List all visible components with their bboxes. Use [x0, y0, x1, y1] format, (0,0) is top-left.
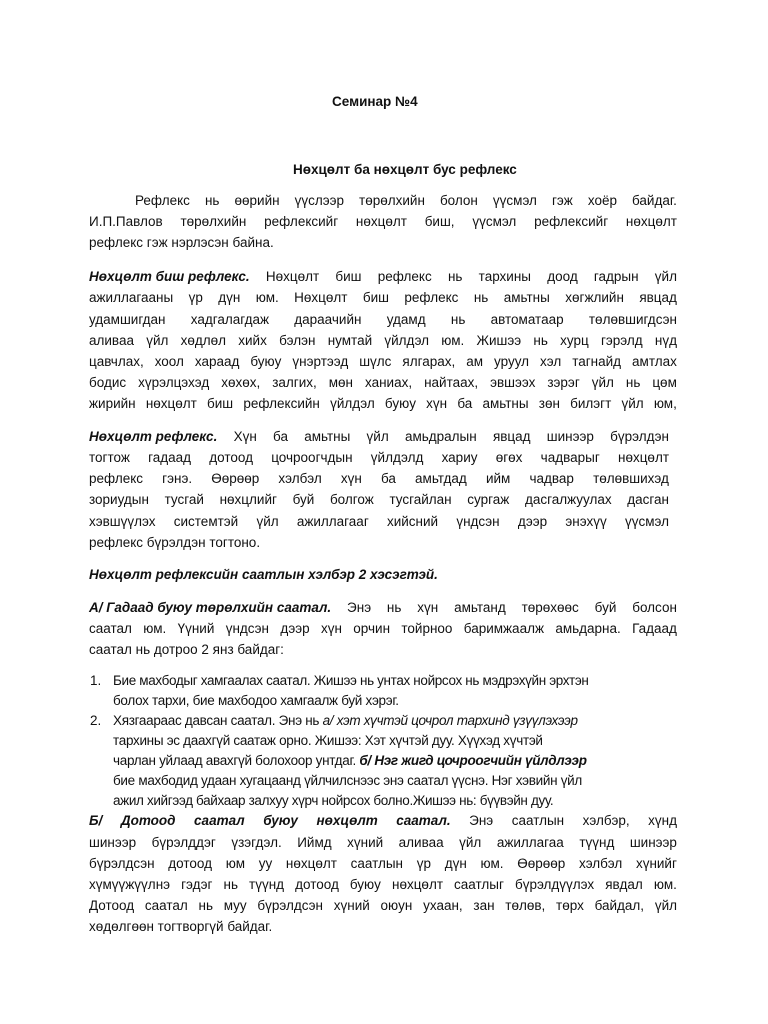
- word: нөхцөлт: [285, 856, 337, 871]
- word: буюу: [250, 354, 282, 369]
- word: үүсмэл: [492, 193, 537, 208]
- word: үйл: [146, 333, 169, 348]
- unconditional-line-7: [89, 397, 677, 411]
- list-item-2-line-5: ажил хийгээд байхаар залхуу хүрч нойрсох болно.Жишээ нь: бүүвэйн дуу.: [113, 793, 554, 808]
- word: ба: [273, 429, 288, 444]
- word: саатал: [144, 898, 188, 913]
- word: хүнд: [648, 813, 677, 828]
- conditional-line-3: [89, 472, 669, 486]
- word: рефлексийн: [243, 396, 320, 411]
- word: буюу: [384, 396, 416, 411]
- page-title: Семинар №4: [332, 94, 418, 109]
- unconditional-line-2: [89, 291, 677, 305]
- word: саатал.: [396, 813, 451, 828]
- word: үйл: [366, 429, 389, 444]
- word: хүн: [417, 600, 439, 615]
- word: удамшигдан: [89, 312, 166, 327]
- word: үйл: [654, 898, 677, 913]
- word: нь: [447, 269, 463, 284]
- word: бэлэн: [279, 333, 316, 348]
- external-line-3: саатал нь дотроо 2 янз байдаг:: [89, 642, 284, 657]
- word: энэхүү: [565, 514, 607, 529]
- word: автоматаар: [490, 312, 564, 327]
- word: найтаах,: [424, 375, 479, 390]
- word: тогтож: [89, 450, 130, 465]
- list-item-2-line-2: тархины эс даахгүй саатаж орно. Жишээ: Хэт хүчтэй дуу. Хүүхэд хүчтэй: [113, 733, 543, 748]
- word: нь: [473, 290, 489, 305]
- word: хоёр: [587, 193, 617, 208]
- word: юм.: [143, 621, 167, 636]
- intro-line-1: [135, 194, 677, 208]
- word: билэгт: [570, 396, 612, 411]
- internal-line-3: [89, 857, 677, 871]
- word: Энэ: [469, 813, 494, 828]
- word: оюун: [380, 898, 413, 913]
- word: Үүний: [177, 621, 215, 636]
- word: тусгайлан: [389, 492, 452, 507]
- word: рефлекс: [377, 269, 432, 284]
- list-item-2-emphasis-b: б/ Нэг жигд цочроогчийн үйлдлээр: [359, 753, 587, 768]
- word: болсон: [632, 600, 677, 615]
- word: нөхцлийг: [219, 492, 277, 507]
- word: уу: [258, 856, 273, 871]
- internal-line-6: хөдөлгөөн тогтворгүй байдаг.: [89, 919, 273, 934]
- word: рефлексийг: [264, 214, 339, 229]
- word: хөгжлийн: [565, 290, 624, 305]
- word: үйлдэлд: [370, 450, 424, 465]
- word: амьтанд: [454, 600, 506, 615]
- word: сургаж: [467, 492, 510, 507]
- unconditional-line-1: [89, 270, 677, 284]
- word: түүнд: [249, 877, 285, 892]
- word: аливаа: [89, 333, 134, 348]
- external-heading: А/ Гадаад буюу төрөлхийн саатал.: [89, 600, 332, 615]
- word: нь: [450, 312, 466, 327]
- word: нөхцөлт: [625, 214, 677, 229]
- word: юм.: [255, 290, 279, 305]
- word: Б/: [89, 813, 103, 828]
- word: юм.: [653, 877, 677, 892]
- word: явцад: [492, 429, 531, 444]
- list-item-1-line-2: болох тархи, бие махбодоо хамгаалж буй хэрэг.: [113, 693, 399, 708]
- word: жирийн: [89, 396, 136, 411]
- conditional-line-1: [89, 430, 669, 444]
- word: гадрын: [593, 269, 639, 284]
- word: хэлбэл: [278, 471, 322, 486]
- word: төрх: [556, 898, 584, 913]
- inhibition-heading: Нөхцөлт рефлексийн саатлын хэлбэр 2 хэсэгтэй.: [89, 567, 438, 582]
- internal-line-5: [89, 899, 677, 913]
- word: нөхцөлт: [617, 450, 669, 465]
- list-item-2-text: Хязгаараас давсан саатал. Энэ нь: [113, 713, 323, 728]
- word: Жишээ: [476, 333, 522, 348]
- word: буй: [594, 600, 617, 615]
- word: хийх: [238, 333, 267, 348]
- word: нь: [223, 877, 238, 892]
- list-item-2-emphasis-a: а/ хэт хүчтэй цочрол тархинд үзүүлэхээр: [322, 713, 578, 728]
- word: бүрэлддэг: [151, 835, 216, 850]
- word: хүнийг: [635, 856, 677, 871]
- word: нь: [204, 193, 220, 208]
- word: И.П.Павлов: [89, 214, 163, 229]
- word: шүлс: [359, 354, 392, 369]
- word: хийсний: [386, 514, 439, 529]
- word: хүн: [426, 396, 448, 411]
- unconditional-line-6: [89, 376, 677, 390]
- word: Хүн: [233, 429, 257, 444]
- word: дасган: [627, 492, 669, 507]
- word: амьдралын: [404, 429, 477, 444]
- word: хөхөх,: [221, 375, 261, 390]
- conditional-line-4: [89, 493, 669, 507]
- word: шинээр: [629, 835, 677, 850]
- word: өөрийн: [234, 193, 280, 208]
- word: чадварыг: [540, 450, 600, 465]
- word: амтлах: [632, 354, 677, 369]
- word: бүрэлдсэн: [89, 856, 155, 871]
- word: нумтай: [327, 333, 373, 348]
- word: амьтны: [482, 396, 529, 411]
- word: цавчлах,: [89, 354, 144, 369]
- unconditional-heading: Нөхцөлт биш рефлекс.: [89, 269, 250, 284]
- word: залгих,: [272, 375, 317, 390]
- word: ханиах,: [364, 375, 413, 390]
- word: төрөлхийн: [180, 214, 247, 229]
- word: ухаан,: [423, 898, 463, 913]
- word: системтэй: [173, 514, 239, 529]
- word: зөн: [538, 396, 560, 411]
- unconditional-line-3: [89, 313, 677, 327]
- word: гадаад: [148, 450, 192, 465]
- word: төлөвшигдсэн: [588, 312, 677, 327]
- external-line-1: [89, 601, 677, 615]
- word: Иймд: [297, 835, 332, 850]
- word: зэрэг: [547, 375, 580, 390]
- list-item-2-text-b: чарлан уйлаад авахгүй болохоор унтдаг.: [113, 753, 360, 768]
- word: байдал,: [594, 898, 645, 913]
- word: удамд: [386, 312, 426, 327]
- word: ажиллагаа: [496, 835, 564, 850]
- word: дотоод: [168, 856, 213, 871]
- word: төлөв,: [505, 898, 546, 913]
- word: дараачийн: [294, 312, 362, 327]
- conditional-line-5: [89, 515, 669, 529]
- word: зан: [473, 898, 495, 913]
- word: юм,: [653, 396, 677, 411]
- word: нөхцөлт: [391, 877, 443, 892]
- intro-line-2: [89, 215, 677, 229]
- word: орчин: [353, 621, 391, 636]
- word: нь: [625, 375, 641, 390]
- word: болгож: [329, 492, 374, 507]
- word: өгөх: [495, 450, 523, 465]
- word: дотоод: [295, 877, 339, 892]
- internal-line-4: [89, 878, 677, 892]
- word: нүд: [654, 333, 677, 348]
- word: аливаа: [398, 835, 444, 850]
- unconditional-line-4: [89, 334, 677, 348]
- word: нь: [198, 898, 213, 913]
- word: дүн: [218, 290, 241, 305]
- word: цочроогчдын: [271, 450, 353, 465]
- word: хүний: [347, 835, 384, 850]
- word: тойрноо: [401, 621, 453, 636]
- word: хүмүүжүүлнэ: [89, 877, 171, 892]
- word: шинээр: [89, 835, 137, 850]
- word: үзэгдэл.: [231, 835, 282, 850]
- list-number-1: 1.: [90, 673, 102, 688]
- word: хүн: [321, 621, 342, 636]
- list-item-1-line-1: Бие махбодыг хамгаалах саатал. Жишээ нь унтах нойрсох нь мэдрэхүйн эрхтэн: [113, 673, 589, 688]
- word: үр: [416, 856, 431, 871]
- word: дасгалжуулах: [524, 492, 612, 507]
- unconditional-line-5: [89, 355, 677, 369]
- word: явцад: [639, 290, 677, 305]
- section-title: Нөхцөлт ба нөхцөлт бус рефлекс: [293, 162, 517, 177]
- word: юм.: [441, 333, 465, 348]
- word: үйл: [459, 835, 482, 850]
- word: саатал: [194, 813, 245, 828]
- word: Нөхцөлт: [265, 269, 320, 284]
- word: амьтны: [304, 429, 351, 444]
- word: Рефлекс: [135, 193, 190, 208]
- word: дүн: [444, 856, 467, 871]
- word: үнэртээд: [292, 354, 349, 369]
- word: рефлекс: [404, 290, 459, 305]
- word: хүн: [340, 471, 362, 486]
- word: үйлдэл: [384, 333, 430, 348]
- word: ийм: [485, 471, 511, 486]
- word: юм: [225, 856, 245, 871]
- word: рефлексийг: [534, 214, 609, 229]
- word: үйлдэл: [330, 396, 375, 411]
- word: түүнд: [579, 835, 615, 850]
- word: биш: [335, 269, 362, 284]
- list-item-2-line-4: бие махбодид удаан хугацаанд үйлчилснээс энэ саатал үүснэ. Нэг хэвийн үйл: [113, 773, 582, 788]
- word: Өөрөөр: [517, 856, 566, 871]
- word: явдал: [605, 877, 643, 892]
- word: хурц: [560, 333, 589, 348]
- word: биш: [207, 396, 234, 411]
- word: гэрэлд: [600, 333, 643, 348]
- word: зориудын: [89, 492, 149, 507]
- word: ажиллагааг: [296, 514, 369, 529]
- word: дээр: [517, 514, 548, 529]
- word: амьтны: [503, 290, 550, 305]
- word: гэж: [551, 193, 573, 208]
- word: биш,: [424, 214, 455, 229]
- word: Дотоод: [120, 813, 176, 828]
- word: буюу: [349, 877, 381, 892]
- word: дотоод: [209, 450, 253, 465]
- word: Энэ: [347, 600, 372, 615]
- word: биш: [362, 290, 389, 305]
- word: буюу: [263, 813, 298, 828]
- list-item-2-line-3: [113, 754, 587, 768]
- word: уруул: [493, 354, 530, 369]
- word: үр: [188, 290, 203, 305]
- word: баримжаалж: [463, 621, 544, 636]
- word: тагнайд: [572, 354, 622, 369]
- word: бүрэлдэн: [610, 429, 669, 444]
- word: үүслээр: [294, 193, 345, 208]
- word: амьдарна.: [555, 621, 621, 636]
- word: буй: [292, 492, 315, 507]
- word: амьтдад: [415, 471, 467, 486]
- word: цөм: [652, 375, 677, 390]
- word: саатлыг: [454, 877, 504, 892]
- word: ба: [457, 396, 473, 411]
- word: хадгалагдаж: [190, 312, 270, 327]
- word: үйл: [591, 375, 614, 390]
- word: хараад: [194, 354, 240, 369]
- word: Гадаад: [632, 621, 677, 636]
- word: эвшээх: [490, 375, 536, 390]
- word: доод: [547, 269, 578, 284]
- word: муу: [223, 898, 247, 913]
- word: юм.: [480, 856, 504, 871]
- word: хүрэлцэхэд: [138, 375, 210, 390]
- word: Дотоод: [89, 898, 135, 913]
- external-line-2: [89, 622, 677, 636]
- word: хэлбэл: [578, 856, 623, 871]
- word: үйл: [654, 269, 677, 284]
- word: тархины: [478, 269, 532, 284]
- word: гэдэг: [181, 877, 213, 892]
- word: саатал: [89, 621, 132, 636]
- conditional-line-2: [89, 451, 669, 465]
- word: төрөхөөс: [521, 600, 579, 615]
- word: байдаг.: [632, 193, 677, 208]
- word: бүрэлдсэн: [257, 898, 323, 913]
- intro-line-3: рефлекс гэж нэрлэсэн байна.: [89, 235, 274, 250]
- internal-line-1: [89, 814, 677, 828]
- word: үйл: [256, 514, 279, 529]
- word: болон: [439, 193, 478, 208]
- word: ам: [466, 354, 484, 369]
- word: хөдлөл: [180, 333, 227, 348]
- word: төрөлхийн: [359, 193, 425, 208]
- word: саатлын: [511, 813, 565, 828]
- conditional-line-6: рефлекс бүрэлдэн тогтоно.: [89, 535, 261, 550]
- word: чадвар: [529, 471, 574, 486]
- word: хэвшүүлэх: [89, 514, 156, 529]
- word: нөхцөлт: [316, 813, 378, 828]
- word: хоол: [154, 354, 184, 369]
- conditional-heading: Нөхцөлт рефлекс.: [89, 429, 218, 444]
- word: үүсмэл: [624, 514, 669, 529]
- word: бүрэлдүүлэх: [514, 877, 595, 892]
- word: бодис: [89, 375, 127, 390]
- internal-line-2: [89, 836, 677, 850]
- word: хэлбэр,: [582, 813, 630, 828]
- word: Өөрөөр: [211, 471, 260, 486]
- word: ялгарах,: [402, 354, 456, 369]
- word: дээр: [280, 621, 310, 636]
- word: үндсэн: [456, 514, 500, 529]
- word: үүсмэл: [472, 214, 517, 229]
- word: рефлекс: [89, 471, 144, 486]
- list-item-2-line-1: [113, 714, 578, 728]
- word: тусгай: [164, 492, 204, 507]
- word: төлөвшихэд: [593, 471, 669, 486]
- word: ажиллагааны: [89, 290, 174, 305]
- word: ба: [380, 471, 396, 486]
- word: саатлын: [350, 856, 404, 871]
- word: Нөхцөлт: [294, 290, 348, 305]
- word: үйл: [621, 396, 644, 411]
- word: нь: [386, 600, 402, 615]
- word: хариу: [441, 450, 478, 465]
- word: нь: [533, 333, 548, 348]
- word: шинээр: [546, 429, 594, 444]
- word: мөн: [328, 375, 353, 390]
- word: хэл: [540, 354, 562, 369]
- word: нөхцөлт: [145, 396, 197, 411]
- word: гэнэ.: [162, 471, 193, 486]
- word: хүний: [333, 898, 370, 913]
- word: үндсэн: [225, 621, 270, 636]
- word: нөхцөлт: [355, 214, 407, 229]
- list-number-2: 2.: [90, 713, 102, 728]
